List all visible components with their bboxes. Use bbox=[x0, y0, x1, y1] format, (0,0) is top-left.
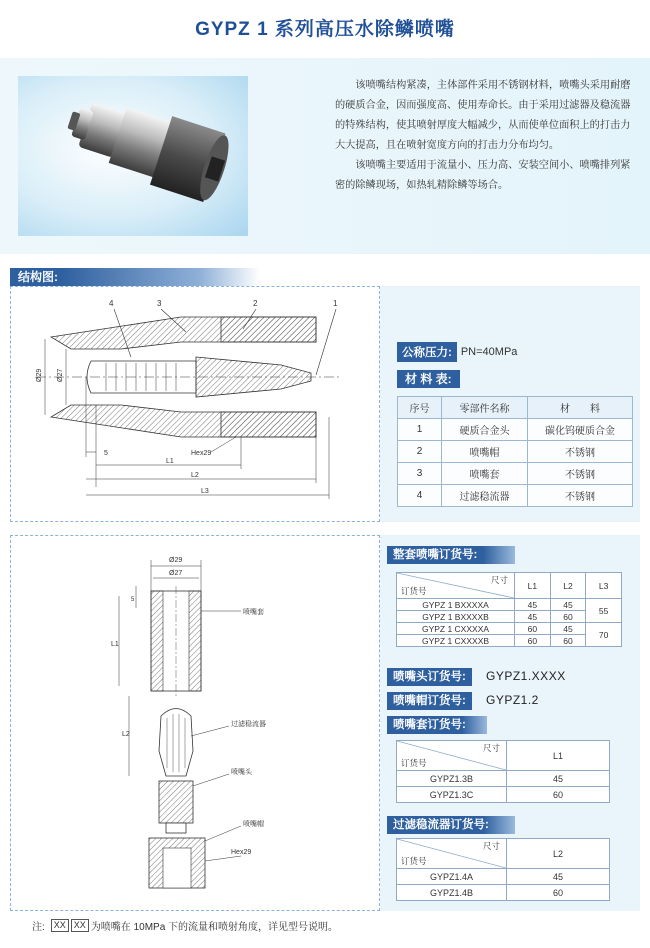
footnote-text: 为喷嘴在 10MPa 下的流量和喷射角度，详见型号说明。 bbox=[90, 922, 339, 933]
materials-col-part: 零部件名称 bbox=[442, 397, 528, 419]
table-cell: 不锈钢 bbox=[528, 463, 633, 485]
exploded-label-sleeve: 喷嘴套 bbox=[243, 609, 264, 616]
table-row bbox=[398, 441, 633, 463]
table-cell: 60 bbox=[507, 787, 610, 803]
assembly-drawing bbox=[11, 287, 381, 523]
exploded-label-filter: 过滤稳流器 bbox=[231, 721, 266, 728]
order-full-col-l2: L2 bbox=[550, 573, 586, 599]
table-cell: GYPZ 1 BXXXXA bbox=[397, 599, 515, 611]
table-cell: 喷嘴帽 bbox=[442, 441, 528, 463]
exploded-drawing bbox=[11, 536, 381, 912]
order-filter-corner-top: 尺寸 bbox=[482, 841, 500, 851]
order-full-header-row bbox=[397, 573, 622, 599]
table-cell: 喷嘴套 bbox=[442, 463, 528, 485]
order-sleeve-corner-top: 尺寸 bbox=[482, 743, 500, 753]
order-filter-label: 过滤稳流器订货号: bbox=[387, 816, 515, 834]
order-full-table bbox=[396, 572, 622, 647]
table-row bbox=[397, 869, 610, 885]
pressure-value: PN=40MPa bbox=[460, 346, 518, 358]
table-cell: 45 bbox=[550, 599, 586, 611]
table-cell: 不锈钢 bbox=[528, 441, 633, 463]
table-row bbox=[397, 885, 610, 901]
table-cell: 4 bbox=[398, 485, 442, 507]
order-cap-value: GYPZ1.2 bbox=[486, 693, 539, 707]
structure-section-label: 结构图: bbox=[10, 268, 64, 286]
materials-header-row bbox=[398, 397, 633, 419]
table-cell: 碳化钨硬质合金 bbox=[528, 419, 633, 441]
exploded-dim-hex29: Hex29 bbox=[231, 849, 252, 856]
order-sleeve-header-row bbox=[397, 741, 610, 771]
exploded-label-tip: 喷嘴头 bbox=[231, 769, 252, 776]
table-cell: GYPZ 1 BXXXXB bbox=[397, 611, 515, 623]
materials-table bbox=[397, 396, 633, 507]
callout-4: 4 bbox=[109, 299, 114, 308]
order-tip-value: GYPZ1.XXXX bbox=[486, 669, 566, 683]
table-cell: 45 bbox=[550, 623, 586, 635]
order-sleeve-col-l1: L1 bbox=[507, 741, 610, 771]
page-title: GYPZ 1 系列高压水除鳞喷嘴 bbox=[195, 19, 455, 40]
structure-drawing-panel bbox=[10, 286, 380, 522]
table-cell: 60 bbox=[550, 611, 586, 623]
dim-l1: L1 bbox=[166, 458, 174, 465]
order-full-label: 整套喷嘴订货号: bbox=[387, 546, 515, 564]
order-full-corner-top: 尺寸 bbox=[490, 575, 508, 585]
order-full-corner bbox=[397, 573, 515, 599]
table-cell: 过滤稳流器 bbox=[442, 485, 528, 507]
nozzle-photo-image bbox=[18, 76, 248, 236]
materials-col-no: 序号 bbox=[398, 397, 442, 419]
table-cell: 2 bbox=[398, 441, 442, 463]
order-filter-corner-bottom: 订货号 bbox=[401, 856, 427, 866]
exploded-dim-d27: Ø27 bbox=[169, 570, 183, 577]
order-sleeve-label: 喷嘴套订货号: bbox=[387, 716, 487, 734]
table-cell: 70 bbox=[586, 623, 622, 647]
callout-2: 2 bbox=[253, 299, 258, 308]
table-cell: 55 bbox=[586, 599, 622, 623]
table-cell: GYPZ1.3C bbox=[397, 787, 507, 803]
table-row bbox=[397, 623, 622, 635]
order-tip-label: 喷嘴头订货号: bbox=[387, 668, 472, 686]
order-filter-table bbox=[396, 838, 610, 901]
order-filter-header-row bbox=[397, 839, 610, 869]
order-sleeve-table bbox=[396, 740, 610, 803]
exploded-dim-l1: L1 bbox=[111, 641, 119, 648]
table-cell: GYPZ 1 CXXXXA bbox=[397, 623, 515, 635]
materials-col-material: 材 料 bbox=[528, 397, 633, 419]
pressure-row bbox=[397, 342, 517, 362]
table-row bbox=[397, 787, 610, 803]
table-cell: 60 bbox=[515, 635, 551, 647]
intro-text bbox=[335, 76, 635, 196]
table-cell: 45 bbox=[507, 771, 610, 787]
table-row bbox=[397, 599, 622, 611]
intro-paragraph-2: 该喷嘴主要适用于流量小、压力高、安装空间小、喷嘴排列紧密的除鳞现场，如热轧精除鳞等场合。 bbox=[335, 160, 631, 191]
table-cell: 45 bbox=[515, 599, 551, 611]
table-cell: 60 bbox=[550, 635, 586, 647]
callout-1: 1 bbox=[333, 299, 338, 308]
materials-label: 材 料 表: bbox=[397, 370, 460, 388]
order-sleeve-corner-bottom: 订货号 bbox=[401, 758, 427, 768]
dim-l2: L2 bbox=[191, 472, 199, 479]
footnote-prefix: 注: bbox=[32, 922, 45, 933]
exploded-dim-d29: Ø29 bbox=[169, 557, 183, 564]
footnote-box-2: XX bbox=[71, 919, 89, 932]
table-cell: 不锈钢 bbox=[528, 485, 633, 507]
order-filter-col-l2: L2 bbox=[507, 839, 610, 869]
table-cell: 硬质合金头 bbox=[442, 419, 528, 441]
table-row bbox=[398, 485, 633, 507]
dim-d27: Ø27 bbox=[57, 368, 64, 382]
dim-l3: L3 bbox=[201, 488, 209, 495]
product-photo bbox=[18, 76, 248, 236]
table-cell: 45 bbox=[515, 611, 551, 623]
table-cell: 1 bbox=[398, 419, 442, 441]
order-cap-label: 喷嘴帽订货号: bbox=[387, 692, 472, 710]
dim-5: 5 bbox=[104, 450, 108, 457]
table-cell: 60 bbox=[515, 623, 551, 635]
exploded-drawing-panel bbox=[10, 535, 380, 911]
table-cell: 3 bbox=[398, 463, 442, 485]
table-cell: GYPZ 1 CXXXXB bbox=[397, 635, 515, 647]
footnote bbox=[32, 918, 338, 933]
dim-hex29: Hex29 bbox=[191, 450, 212, 457]
callout-3: 3 bbox=[157, 299, 162, 308]
order-filter-corner bbox=[397, 839, 507, 869]
table-row bbox=[398, 419, 633, 441]
table-cell: 60 bbox=[507, 885, 610, 901]
table-cell: GYPZ1.4B bbox=[397, 885, 507, 901]
intro-paragraph-1: 该喷嘴结构紧凑，主体部件采用不锈钢材料，喷嘴头采用耐磨的硬质合金，因而强度高、使用寿命长。由于采用过滤器及稳流器的特殊结构，使其喷射厚度大幅减少，从而使单位面积上的打击力大大提高，且在喷射宽度方向的打击力分布均匀。 bbox=[335, 80, 631, 151]
dim-d29: Ø29 bbox=[36, 368, 43, 382]
table-row bbox=[397, 771, 610, 787]
footnote-box-1: XX bbox=[51, 919, 69, 932]
pressure-label: 公称压力: bbox=[397, 342, 457, 362]
structure-label-fade bbox=[60, 268, 260, 286]
order-sleeve-corner bbox=[397, 741, 507, 771]
table-row bbox=[398, 463, 633, 485]
table-cell: 45 bbox=[507, 869, 610, 885]
order-full-col-l3: L3 bbox=[586, 573, 622, 599]
table-cell: GYPZ1.3B bbox=[397, 771, 507, 787]
exploded-dim-l2: L2 bbox=[122, 731, 130, 738]
order-full-col-l1: L1 bbox=[515, 573, 551, 599]
exploded-dim-5: 5 bbox=[131, 597, 135, 603]
table-cell: GYPZ1.4A bbox=[397, 869, 507, 885]
exploded-label-cap: 喷嘴帽 bbox=[243, 821, 264, 828]
order-full-corner-bottom: 订货号 bbox=[401, 586, 427, 596]
